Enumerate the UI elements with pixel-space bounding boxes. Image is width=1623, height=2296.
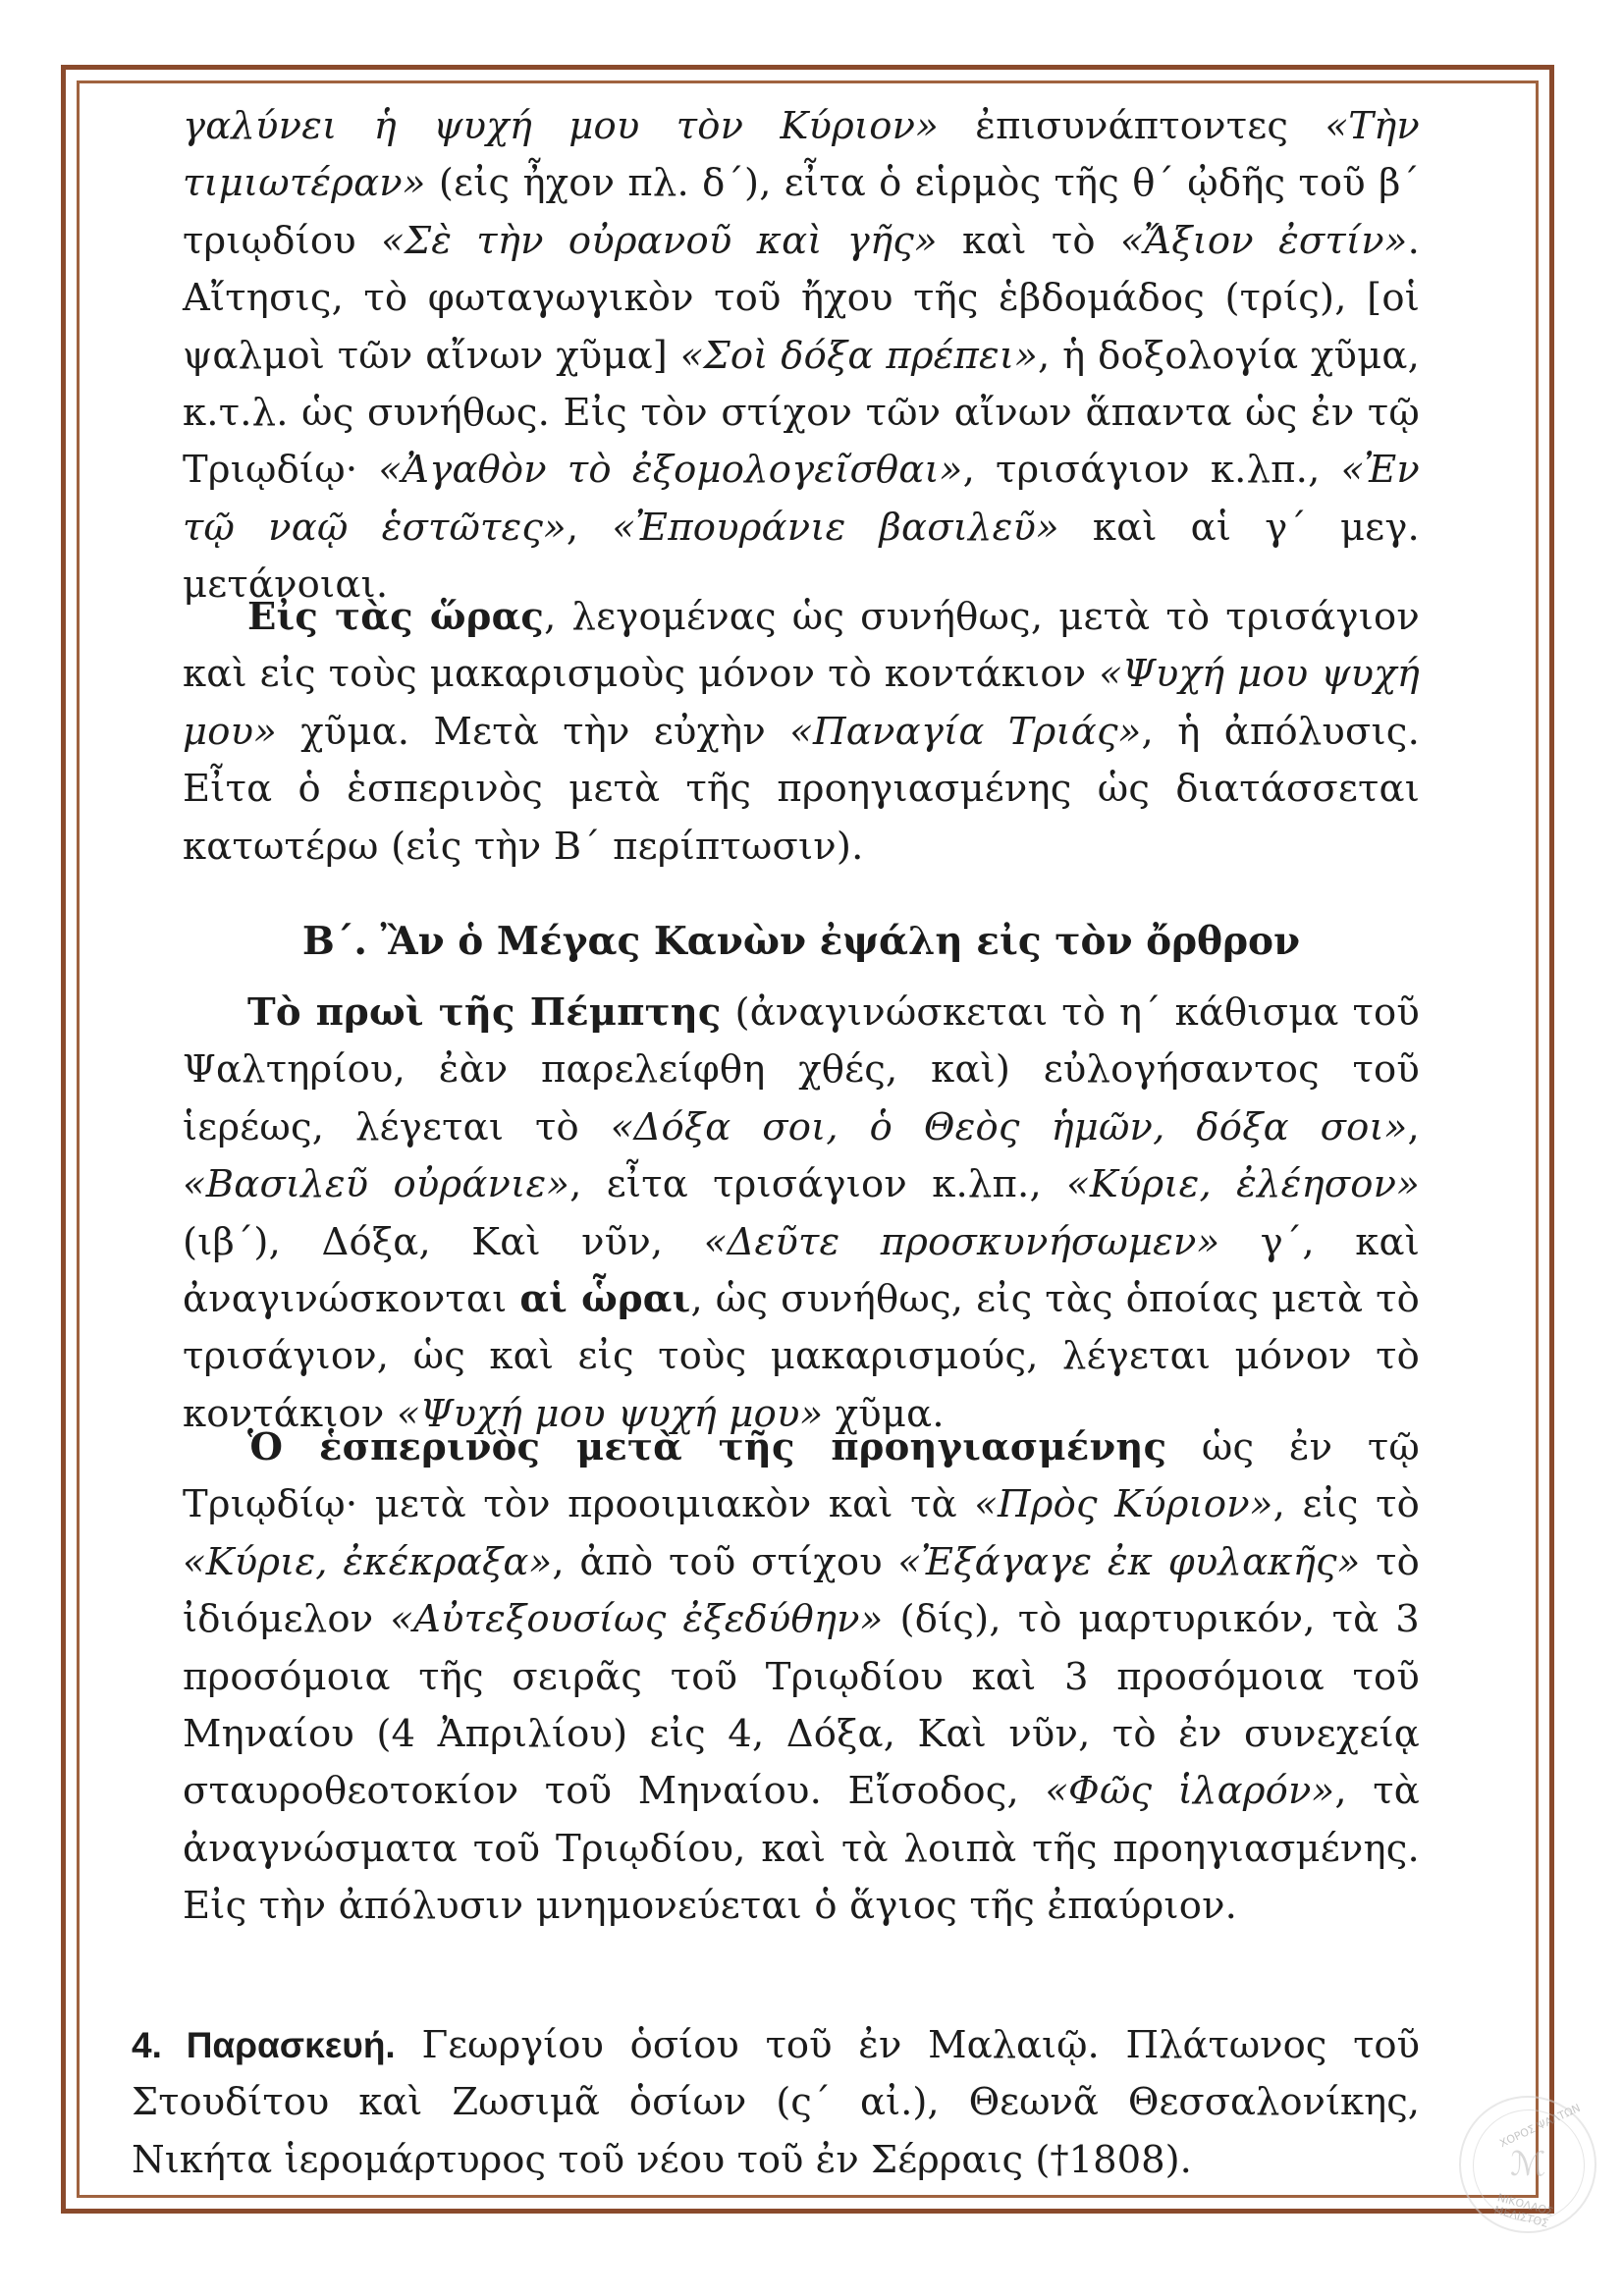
italic-quote: «Ἄξιον ἐστίν» (1119, 218, 1408, 263)
seal-top-text: ΧΟΡΟΣ ΨΑΛΤΩΝ (1497, 2101, 1583, 2151)
text-run: (δίς), τὸ μαρτυρικόν, τὰ 3 προσόμοια τῆς σειρᾶς τοῦ Τριῳδίου καὶ 3 προσόμοια τοῦ Μηναίου (4 Ἀπριλίου) εἰς 4, Δόξα, Καὶ νῦν, τὸ ἐν συνεχείᾳ σταυροθεοτοκίον τοῦ Μηναίου. Εἴσοδος, (183, 1597, 1420, 1814)
text-run: , ὡς συνήθως, εἰς τὰς ὁποίας μετὰ τὸ τρισάγιον, ὡς καὶ εἰς τοὺς μακαρισμούς, λέγεται μόνον τὸ κοντάκιον (183, 1277, 1420, 1436)
text-run: ὡς ἐν τῷ Τριῳδίῳ· μετὰ τὸν προοιμιακὸν καὶ τὰ (183, 1425, 1420, 1527)
italic-quote: «Κύριε, ἐκέκραξα» (183, 1539, 553, 1584)
text-run: καὶ τὸ (937, 218, 1120, 263)
text-run: (ιβ΄), Δόξα, Καὶ νῦν, (183, 1219, 704, 1264)
section-heading: Β΄. Ἂν ὁ Μέγας Κανὼν ἐψάλη εἰς τὸν ὄρθρον (301, 919, 1301, 964)
italic-quote: «Ἐπουράνιε βασιλεῦ» (612, 505, 1059, 550)
paragraph-4 (183, 1419, 1420, 1936)
text-run: χῦμα. Μετὰ τὴν εὐχὴν (276, 709, 790, 754)
watermark-seal (1459, 2096, 1596, 2233)
text-run: (εἰς ἦχον πλ. δ΄), εἶτα ὁ εἱρμὸς τῆς θ΄ ᾠδῆς τοῦ β΄ τριῳδίου (183, 161, 1420, 263)
text-run: , (1407, 1104, 1420, 1149)
text-run: , τρισάγιον κ.λπ., (962, 448, 1341, 493)
text-run: , ἀπὸ τοῦ στίχου (552, 1539, 898, 1584)
italic-quote: «Σοὶ δόξα πρέπει» (679, 333, 1038, 378)
italic-quote: «Φῶς ἱλαρόν» (1045, 1769, 1335, 1814)
italic-quote: «Τὴν τιμιωτέραν» (183, 104, 1420, 206)
italic-quote: «Δεῦτε προσκυνήσωμεν» (703, 1219, 1220, 1264)
entry-text: Γεωργίου ὁσίου τοῦ ἐν Μαλαιῷ. Πλάτωνος τοῦ Στουδίτου καὶ Ζωσιμᾶ ὁσίων (ς΄ αἰ.), Θεωνᾶ Θεσσαλονίκης, Νικήτα ἱερομάρτυρος τοῦ νέου τοῦ ἐν Σέρραις (†1808). (132, 2023, 1420, 2182)
text-run: , λεγομένας ὡς συνήθως, μετὰ τὸ τρισάγιον καὶ εἰς τοὺς μακαρισμοὺς μόνον τὸ κοντάκιον (183, 595, 1420, 697)
text-run: χῦμα. (823, 1391, 945, 1436)
text-run: (ἀναγινώσκεται τὸ η΄ κάθισμα τοῦ Ψαλτηρίου, ἐὰν παρελείφθη χθές, καὶ) εὐλογήσαντος τοῦ ἱερέως, λέγεται τὸ (183, 990, 1420, 1149)
text-run: , (566, 505, 613, 550)
calendar-entry-4 (132, 2017, 1420, 2189)
paragraph-2 (183, 589, 1420, 876)
italic-quote: «Δόξα σοι, ὁ Θεὸς ἡμῶν, δόξα σοι» (610, 1104, 1408, 1149)
paragraph-1 (183, 98, 1420, 614)
seal-emblem-icon: ℳ (1510, 2145, 1546, 2184)
text-run: . Αἴτησις, τὸ φωταγωγικὸν τοῦ ἤχου τῆς ἑβδομάδος (τρίς), [οἱ ψαλμοὶ τῶν αἴνων χῦμα] (183, 218, 1421, 378)
italic-quote: «Βασιλεῦ οὐράνιε» (183, 1162, 570, 1207)
bold-term: αἱ ὧραι (519, 1277, 691, 1322)
text-run: , εἰς τὸ (1272, 1482, 1420, 1527)
italic-quote: «Ψυχή μου ψυχή μου» (396, 1391, 824, 1436)
italic-quote: «Αὐτεξουσίως ἐξεδύθην» (390, 1597, 884, 1642)
bold-term: Εἰς τὰς ὥρας (247, 595, 545, 639)
text-run: , ἡ ἀπόλυσις. Εἶτα ὁ ἑσπερινὸς μετὰ τῆς προηγιασμένης ὡς διατάσσεται κατωτέρω (εἰς τὴν Β΄ περίπτωσιν). (183, 709, 1421, 869)
text-run: καὶ αἱ γ΄ μεγ. μετάνοιαι. (183, 505, 1420, 608)
seal-bottom-text: ΝΙΚΟΛΑΟΣ ΜΕΛΙΣΤΟΣ (1492, 2191, 1555, 2230)
bold-term: Τὸ πρωὶ τῆς Πέμπτης (247, 990, 722, 1035)
bold-term: Ὁ ἑσπερινὸς μετὰ τῆς προηγιασμένης (247, 1425, 1167, 1469)
italic-quote: «Ψυχή μου ψυχή μου» (183, 652, 1421, 754)
text-run: ἐπισυνάπτοντες (938, 104, 1325, 148)
italic-quote: «Παναγία Τριάς» (789, 709, 1142, 754)
italic-quote: «Ἐξάγαγε ἐκ φυλακῆς» (897, 1539, 1361, 1584)
paragraph-2-text (183, 589, 1420, 876)
text-run: , εἶτα τρισάγιον κ.λπ., (569, 1162, 1067, 1207)
paragraph-3 (183, 985, 1420, 1443)
paragraph-1-text (183, 98, 1420, 614)
italic-quote: γαλύνει ἡ ψυχή μου τὸν Κύριον» (183, 104, 939, 148)
italic-quote: «Ἐν τῷ ναῷ ἑστῶτες» (183, 448, 1421, 550)
text-run: , τὰ ἀναγνώσματα τοῦ Τριῳδίου, καὶ τὰ λοιπὰ τῆς προηγιασμένης. Εἰς τὴν ἀπόλυσιν μνημονεύεται ὁ ἅγιος τῆς ἐπαύριον. (183, 1769, 1421, 1929)
italic-quote: «Ἀγαθὸν τὸ ἐξομολογεῖσθαι» (378, 448, 963, 493)
paragraph-4-text (183, 1419, 1420, 1936)
italic-quote: «Πρὸς Κύριον» (974, 1482, 1273, 1527)
italic-quote: «Κύριε, ἐλέησον» (1066, 1162, 1420, 1207)
italic-quote: «Σὲ τὴν οὐρανοῦ καὶ γῆς» (381, 218, 938, 263)
text-run: , ἡ δοξολογία χῦμα, κ.τ.λ. ὡς συνήθως. Εἰς τὸν στίχον τῶν αἴνων ἅπαντα ὡς ἐν τῷ Τριῳδίῳ· (183, 333, 1421, 493)
text-run: τὸ ἰδιόμελον (183, 1539, 1420, 1642)
text-run: γ΄, καὶ ἀναγινώσκονται (183, 1219, 1421, 1322)
paragraph-3-text (183, 985, 1420, 1443)
entry-label: 4. Παρασκευή. (132, 2025, 396, 2065)
